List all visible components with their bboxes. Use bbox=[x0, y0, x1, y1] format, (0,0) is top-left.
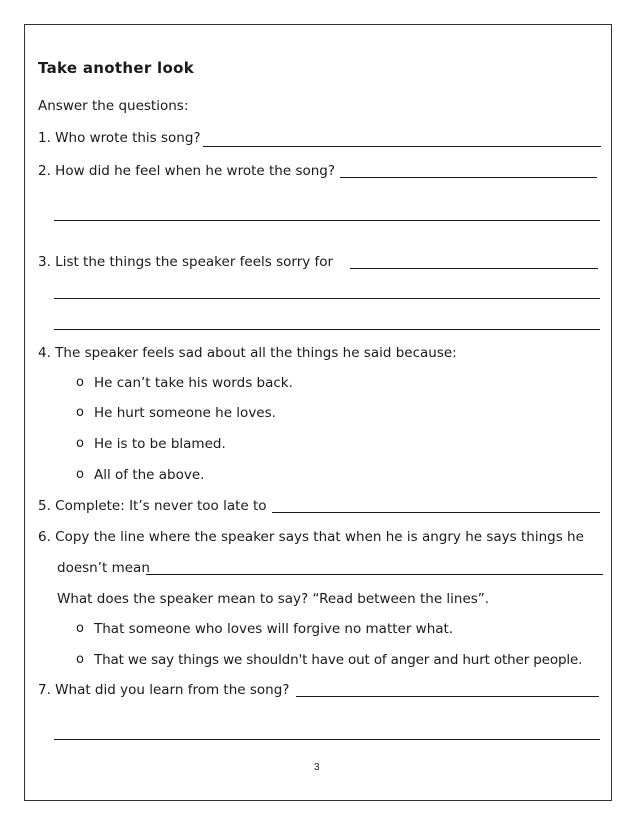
option-bullet[interactable]: o bbox=[76, 436, 84, 451]
answer-line-1[interactable] bbox=[203, 146, 601, 147]
question-4: 4. The speaker feels sad about all the things he said because: bbox=[38, 345, 457, 361]
answer-line-2a[interactable] bbox=[340, 177, 597, 178]
answer-line-3a[interactable] bbox=[350, 268, 598, 269]
instruction-text: Answer the questions: bbox=[38, 98, 189, 114]
option-bullet[interactable]: o bbox=[76, 375, 84, 390]
answer-line-3b[interactable] bbox=[54, 298, 600, 299]
answer-line-6[interactable] bbox=[146, 574, 603, 575]
option-bullet[interactable]: o bbox=[76, 621, 84, 636]
answer-line-7b[interactable] bbox=[54, 739, 600, 740]
q4-option-2: He hurt someone he loves. bbox=[94, 405, 276, 421]
q4-option-3: He is to be blamed. bbox=[94, 436, 226, 452]
answer-line-7a[interactable] bbox=[296, 696, 599, 697]
question-6: 6. Copy the line where the speaker says that when he is angry he says things he bbox=[38, 529, 584, 545]
option-bullet[interactable]: o bbox=[76, 652, 84, 667]
question-6-continued: doesn’t mean bbox=[57, 560, 150, 576]
option-bullet[interactable]: o bbox=[76, 467, 84, 482]
answer-line-5[interactable] bbox=[272, 512, 600, 513]
option-bullet[interactable]: o bbox=[76, 405, 84, 420]
question-6-sub: What does the speaker mean to say? “Read between the lines”. bbox=[57, 591, 490, 607]
answer-line-3c[interactable] bbox=[54, 329, 600, 330]
question-3: 3. List the things the speaker feels sorry for bbox=[38, 254, 334, 270]
answer-line-2b[interactable] bbox=[54, 220, 600, 221]
page-number: 3 bbox=[314, 762, 320, 773]
q6-option-1: That someone who loves will forgive no matter what. bbox=[94, 621, 454, 637]
question-5: 5. Complete: It’s never too late to bbox=[38, 498, 267, 514]
question-7: 7. What did you learn from the song? bbox=[38, 682, 290, 698]
section-heading: Take another look bbox=[38, 59, 194, 77]
q4-option-4: All of the above. bbox=[94, 467, 205, 483]
q6-option-2: That we say things we shouldn't have out of anger and hurt other people. bbox=[94, 652, 583, 668]
question-1: 1. Who wrote this song? bbox=[38, 130, 201, 146]
q4-option-1: He can’t take his words back. bbox=[94, 375, 293, 391]
question-2: 2. How did he feel when he wrote the song? bbox=[38, 163, 336, 179]
